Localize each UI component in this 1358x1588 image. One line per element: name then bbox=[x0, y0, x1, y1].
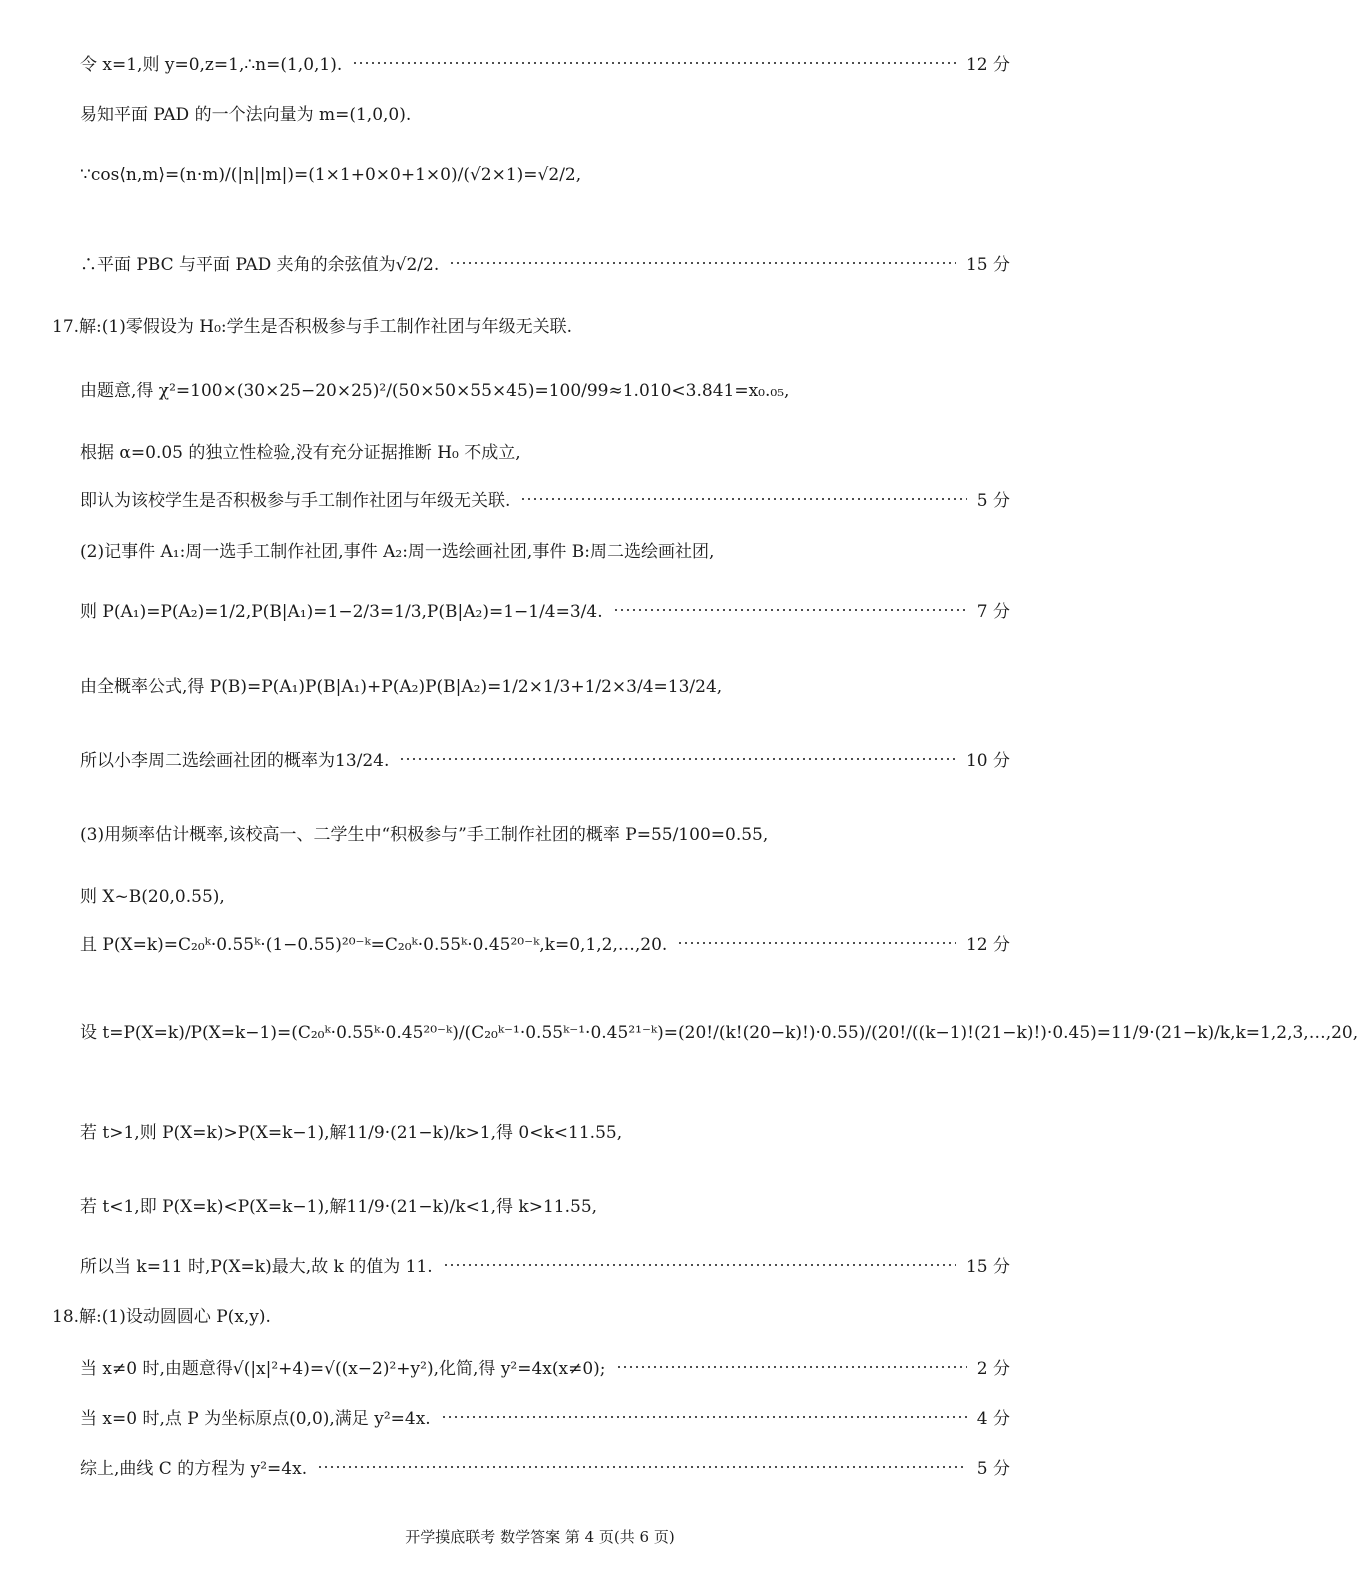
line-text: 由题意,得 χ²=100×(30×25−20×25)²/(50×50×55×45)=100/99≈1.010<3.841=x₀.₀₅, bbox=[80, 381, 790, 401]
line-text: (3)用频率估计概率,该校高一、二学生中“积极参与”手工制作社团的概率 P=55/100=0.55, bbox=[80, 825, 769, 845]
line-text: ∴平面 PBC 与平面 PAD 夹角的余弦值为√2/2. bbox=[80, 255, 440, 275]
answer-line bbox=[80, 746, 1010, 771]
line-text: 则 P(A₁)=P(A₂)=1/2,P(B|A₁)=1−2/3=1/3,P(B|A₂)=1−1/4=3/4. bbox=[80, 602, 603, 622]
answer-line bbox=[80, 1354, 1010, 1379]
answer-line bbox=[80, 50, 1010, 75]
score-label: 7 分 bbox=[976, 602, 1010, 622]
line-text: 且 P(X=k)=C₂₀ᵏ·0.55ᵏ·(1−0.55)²⁰⁻ᵏ=C₂₀ᵏ·0.55ᵏ·0.45²⁰⁻ᵏ,k=0,1,2,…,20. bbox=[80, 935, 668, 955]
score-label: 5 分 bbox=[976, 1459, 1010, 1479]
dot-leader bbox=[520, 498, 966, 500]
answer-line bbox=[80, 1252, 1010, 1277]
answer-line bbox=[52, 312, 1010, 337]
score-label: 10 分 bbox=[965, 751, 1010, 771]
page-footer: 开学摸底联考 数学答案 第 4 页(共 6 页) bbox=[405, 1528, 675, 1546]
score-label: 4 分 bbox=[976, 1409, 1010, 1429]
line-text: 令 x=1,则 y=0,z=1,∴n=(1,0,1). bbox=[80, 55, 343, 75]
answer-line bbox=[80, 165, 1010, 185]
line-text: 若 t>1,则 P(X=k)>P(X=k−1),解11/9·(21−k)/k>1,得 0<k<11.55, bbox=[80, 1123, 623, 1143]
answer-line bbox=[80, 672, 1010, 697]
line-text: 根据 α=0.05 的独立性检验,没有充分证据推断 H₀ 不成立, bbox=[80, 443, 521, 463]
dot-leader bbox=[317, 1466, 967, 1468]
dot-leader bbox=[677, 942, 956, 944]
score-label: 5 分 bbox=[976, 491, 1010, 511]
line-text: 设 t=P(X=k)/P(X=k−1)=(C₂₀ᵏ·0.55ᵏ·0.45²⁰⁻ᵏ)/(C₂₀ᵏ⁻¹·0.55ᵏ⁻¹·0.45²¹⁻ᵏ)=(20!/(k!(20−k)!)·0.55)/(20!/((k−1)!(21−k)!)·0.45)=11/9·(21−k)/k,k=1,2,3,…,20, bbox=[80, 1023, 1358, 1043]
line-text: 即认为该校学生是否积极参与手工制作社团与年级无关联. bbox=[80, 491, 511, 511]
dot-leader bbox=[613, 609, 967, 611]
answer-line bbox=[80, 1118, 1010, 1143]
line-text: 若 t<1,即 P(X=k)<P(X=k−1),解11/9·(21−k)/k<1,得 k>11.55, bbox=[80, 1197, 598, 1217]
line-text: 17.解:(1)零假设为 H₀:学生是否积极参与手工制作社团与年级无关联. bbox=[52, 317, 573, 337]
score-label: 12 分 bbox=[965, 935, 1010, 955]
line-text: 易知平面 PAD 的一个法向量为 m=(1,0,0). bbox=[80, 105, 412, 125]
answer-line bbox=[52, 1302, 1010, 1327]
answer-line bbox=[80, 1454, 1010, 1479]
answer-line bbox=[80, 882, 1010, 907]
dot-leader bbox=[352, 62, 956, 64]
score-label: 15 分 bbox=[965, 1257, 1010, 1277]
answer-line bbox=[80, 250, 1010, 275]
line-text: (2)记事件 A₁:周一选手工制作社团,事件 A₂:周一选绘画社团,事件 B:周二选绘画社团, bbox=[80, 542, 715, 562]
line-text: 所以小李周二选绘画社团的概率为13/24. bbox=[80, 751, 390, 771]
line-text: 当 x≠0 时,由题意得√(|x|²+4)=√((x−2)²+y²),化简,得 y²=4x(x≠0); bbox=[80, 1359, 606, 1379]
dot-leader bbox=[441, 1416, 967, 1418]
line-text: 18.解:(1)设动圆圆心 P(x,y). bbox=[52, 1307, 271, 1327]
score-label: 12 分 bbox=[965, 55, 1010, 75]
line-text: 则 X~B(20,0.55), bbox=[80, 887, 225, 907]
score-label: 2 分 bbox=[976, 1359, 1010, 1379]
dot-leader bbox=[616, 1366, 967, 1368]
answer-line bbox=[80, 376, 1010, 401]
answer-line bbox=[80, 537, 1010, 562]
line-text: ∵cos⟨n,m⟩=(n·m)/(|n||m|)=(1×1+0×0+1×0)/(√2×1)=√2/2, bbox=[80, 165, 582, 185]
answer-line bbox=[80, 486, 1010, 511]
answer-line bbox=[80, 100, 1010, 125]
answer-line bbox=[80, 597, 1010, 622]
answer-line bbox=[80, 1018, 1358, 1043]
answer-line bbox=[80, 930, 1010, 955]
line-text: 由全概率公式,得 P(B)=P(A₁)P(B|A₁)+P(A₂)P(B|A₂)=1/2×1/3+1/2×3/4=13/24, bbox=[80, 677, 723, 697]
line-text: 所以当 k=11 时,P(X=k)最大,故 k 的值为 11. bbox=[80, 1257, 433, 1277]
line-text: 综上,曲线 C 的方程为 y²=4x. bbox=[80, 1459, 308, 1479]
answer-line bbox=[80, 1192, 1010, 1217]
answer-line bbox=[80, 1404, 1010, 1429]
line-text: 当 x=0 时,点 P 为坐标原点(0,0),满足 y²=4x. bbox=[80, 1409, 431, 1429]
dot-leader bbox=[449, 262, 956, 264]
dot-leader bbox=[399, 758, 956, 760]
answer-line bbox=[80, 820, 1010, 845]
score-label: 15 分 bbox=[965, 255, 1010, 275]
answer-line bbox=[80, 438, 1010, 463]
dot-leader bbox=[443, 1264, 956, 1266]
